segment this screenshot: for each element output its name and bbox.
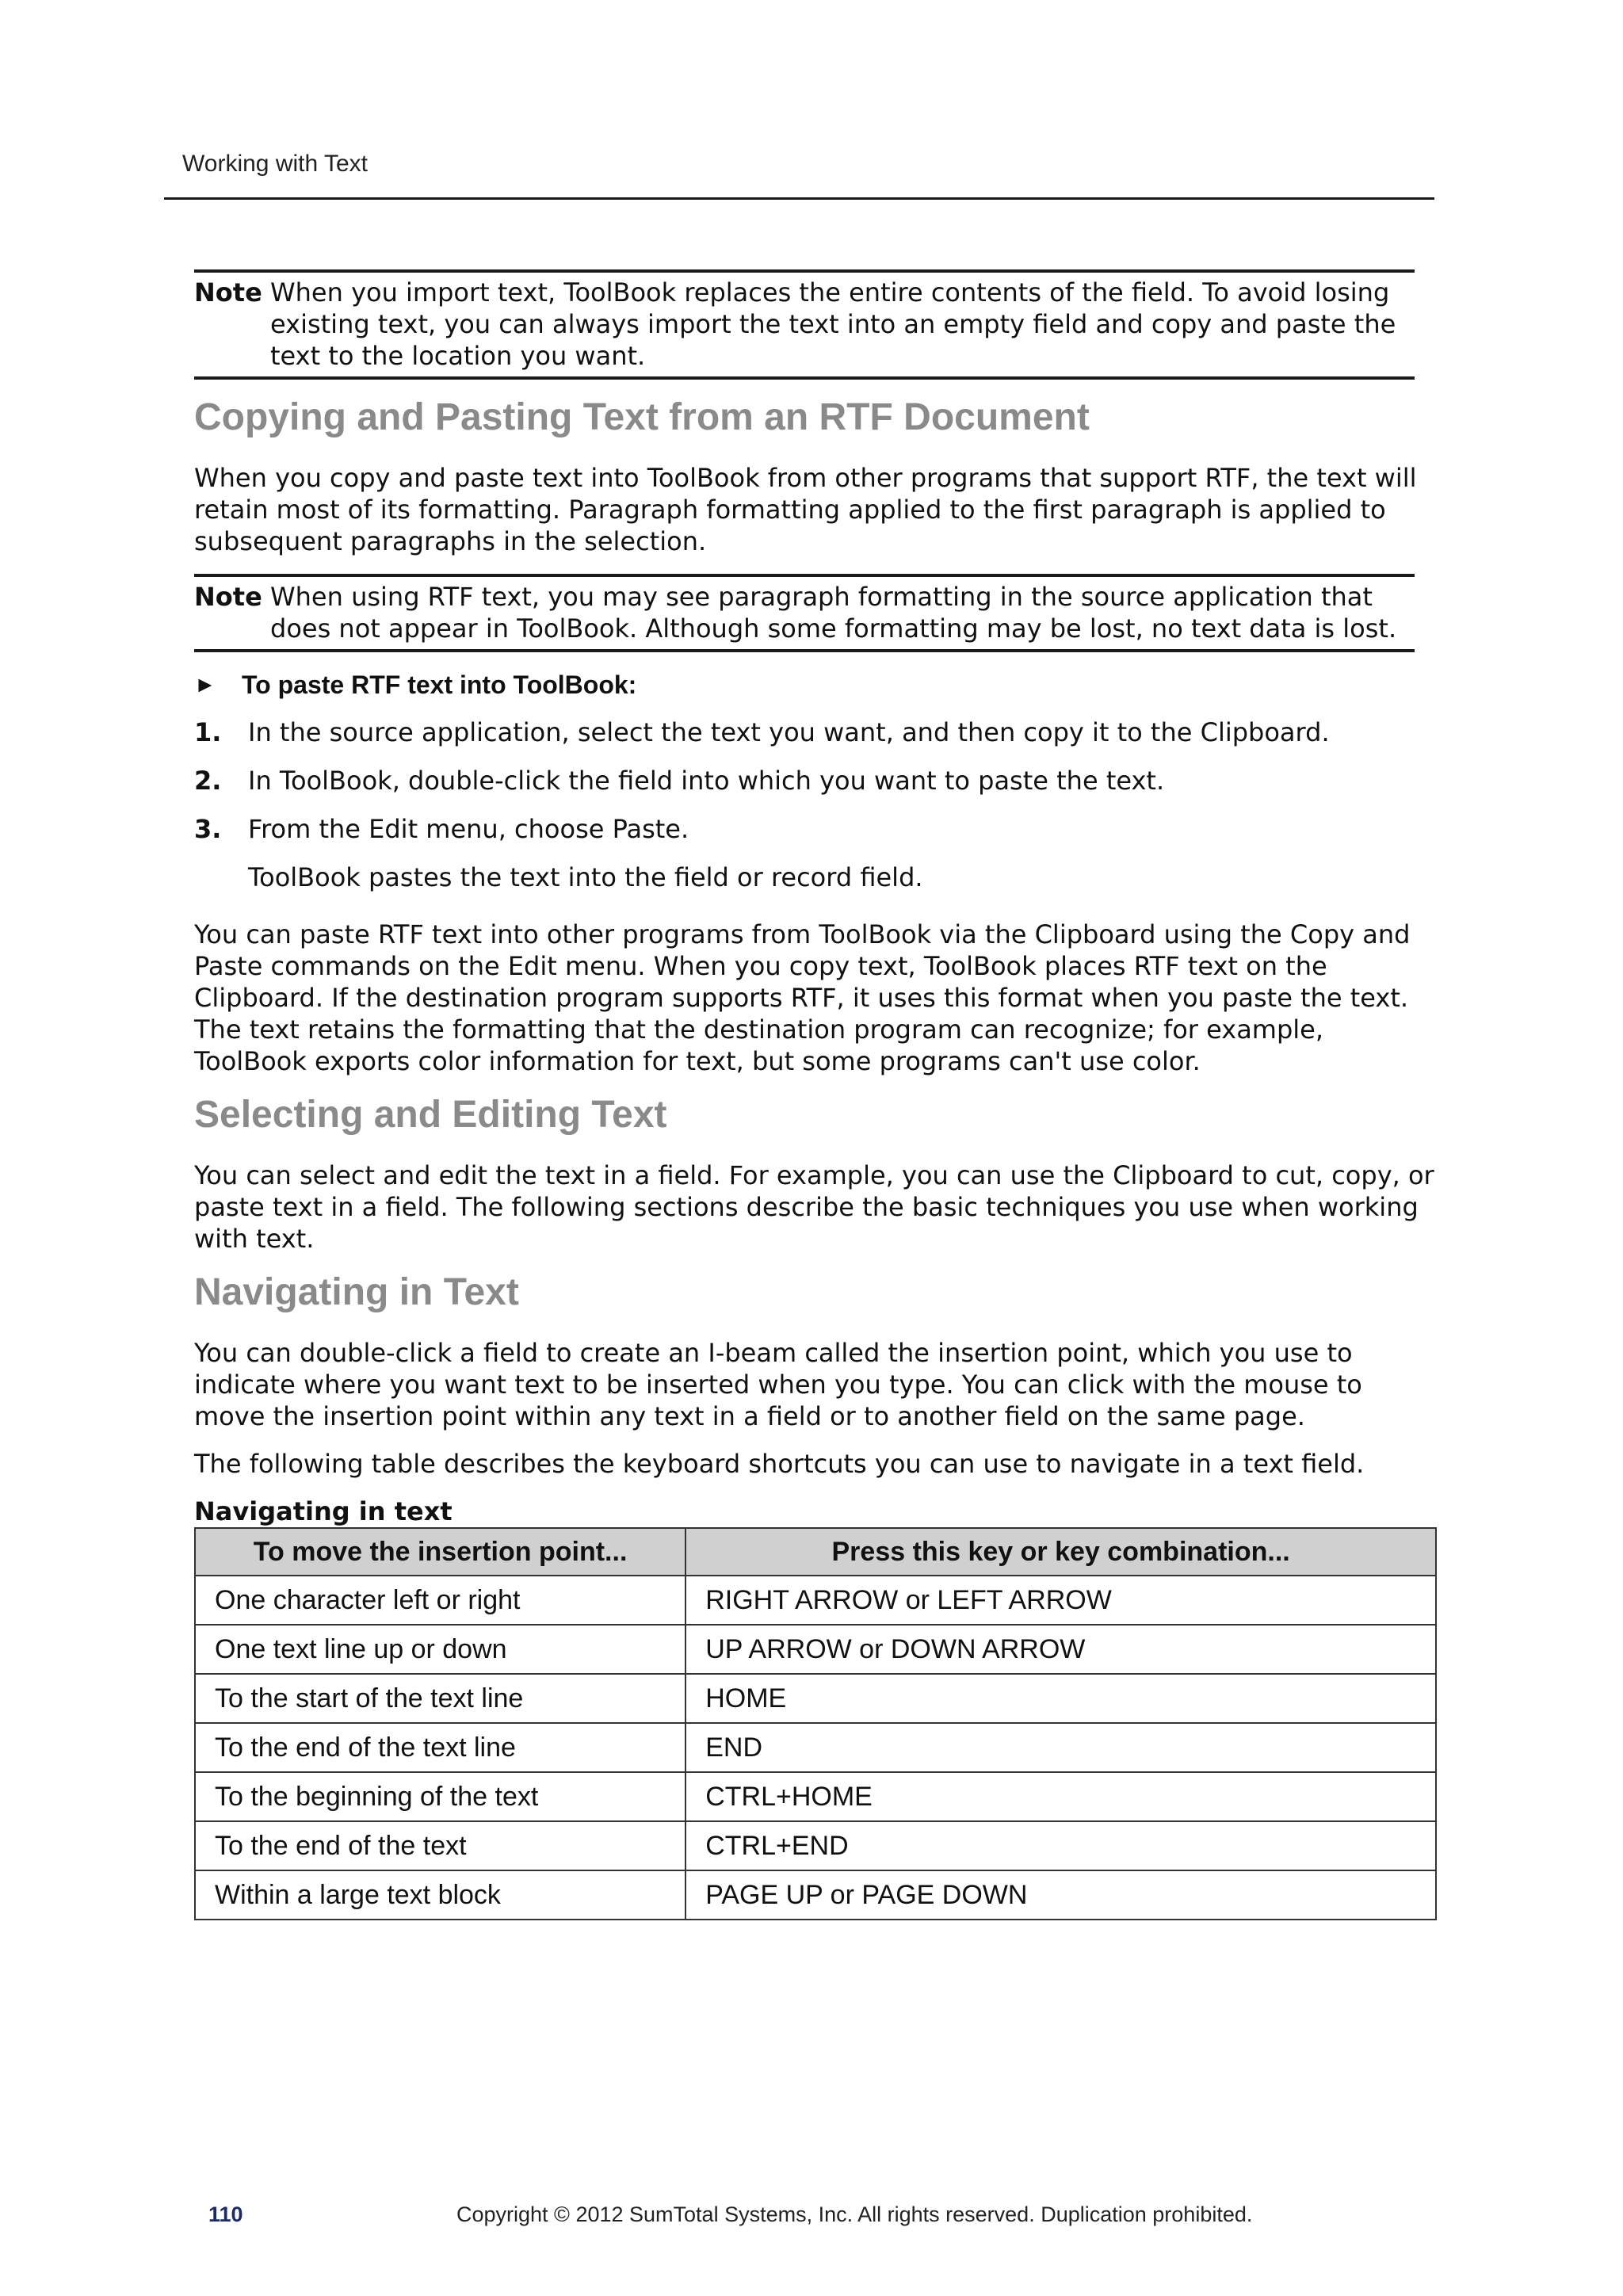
note-rtf	[194, 574, 1415, 652]
table-cell: PAGE UP or PAGE DOWN	[685, 1870, 1436, 1920]
table-row	[195, 1772, 1436, 1821]
heading-copying-pasting-rtf: Copying and Pasting Text from an RTF Document	[194, 396, 1090, 438]
paragraph-rtf-export: You can paste RTF text into other programs from ToolBook via the Clipboard using the Copy and Paste commands on the Edit menu. When you copy text, ToolBook places RTF text on the Clipboard. If the destination program supports RTF, it uses this format when you paste the text. The text retains the formatting that the destination program can recognize; for example, ToolBook exports color information for text, but some programs can't use color.	[194, 919, 1411, 1076]
step-text: In the source application, select the text you want, and then copy it to the Clipboard.	[248, 717, 1330, 747]
step-item	[194, 813, 1434, 845]
running-head: Working with Text	[182, 151, 368, 177]
note-text: When using RTF text, you may see paragraph formatting in the source application that does not appear in ToolBook. Although some formatting may be lost, no text data is lost.	[270, 582, 1397, 644]
paragraph-selecting: You can select and edit the text in a field. For example, you can use the Clipboard to cut, copy, or paste text in a field. The following sections describe the basic techniques you use when working with text.	[194, 1160, 1434, 1254]
table-cell: CTRL+HOME	[685, 1772, 1436, 1821]
table-cell: RIGHT ARROW or LEFT ARROW	[685, 1576, 1436, 1625]
navigation-shortcuts-table	[194, 1527, 1437, 1920]
table-row	[195, 1723, 1436, 1772]
table-row	[195, 1821, 1436, 1870]
arrow-right-icon: ►	[194, 672, 216, 697]
table-cell: UP ARROW or DOWN ARROW	[685, 1625, 1436, 1674]
header-rule	[164, 197, 1434, 200]
procedure-steps	[194, 716, 1434, 845]
table-row	[195, 1870, 1436, 1920]
step-text: From the Edit menu, choose Paste.	[248, 814, 689, 844]
step-item	[194, 716, 1434, 748]
paragraph-navigating: You can double-click a field to create an I-beam called the insertion point, which you use to indicate where you want text to be inserted when you type. You can click with the mouse to move the insertion point within any text in a field or to another field on the same page.	[194, 1338, 1362, 1431]
table-cell: To the start of the text line	[195, 1674, 685, 1723]
note-label: Note	[194, 582, 262, 612]
heading-selecting-editing: Selecting and Editing Text	[194, 1094, 667, 1136]
page-content	[194, 269, 1434, 1920]
table-row	[195, 1625, 1436, 1674]
heading-navigating: Navigating in Text	[194, 1271, 519, 1313]
paragraph-rtf-intro: When you copy and paste text into ToolBook from other programs that support RTF, the text will retain most of its formatting. Paragraph formatting applied to the first paragraph is applied to subsequent paragraphs in the selection.	[194, 463, 1417, 556]
column-header: Press this key or key combination...	[685, 1528, 1436, 1576]
table-row	[195, 1576, 1436, 1625]
paragraph-table-intro: The following table describes the keyboard shortcuts you can use to navigate in a text field.	[194, 1449, 1365, 1479]
table-caption: Navigating in text	[194, 1496, 453, 1526]
step-number: 1.	[194, 717, 222, 747]
table-cell: One character left or right	[195, 1576, 685, 1625]
procedure-title-text: To paste RTF text into ToolBook:	[242, 670, 637, 699]
table-cell: To the beginning of the text	[195, 1772, 685, 1821]
table-cell: END	[685, 1723, 1436, 1772]
note-label: Note	[194, 277, 262, 308]
table-cell: Within a large text block	[195, 1870, 685, 1920]
step-number: 2.	[194, 766, 222, 796]
step-number: 3.	[194, 814, 222, 844]
note-text: When you import text, ToolBook replaces the entire contents of the field. To avoid losing existing text, you can always import the text into an empty field and copy and paste the text to the location you want.	[270, 277, 1396, 371]
step-item	[194, 765, 1434, 797]
table-row	[195, 1674, 1436, 1723]
procedure-title	[194, 669, 1434, 701]
table-cell: To the end of the text line	[195, 1723, 685, 1772]
page-number: 110	[208, 2202, 243, 2226]
table-header-row	[195, 1528, 1436, 1576]
table-cell: One text line up or down	[195, 1625, 685, 1674]
table-cell: CTRL+END	[685, 1821, 1436, 1870]
step-text: In ToolBook, double-click the field into which you want to paste the text.	[248, 766, 1165, 796]
note-import	[194, 269, 1415, 380]
footer-copyright: Copyright © 2012 SumTotal Systems, Inc. All rights reserved. Duplication prohibited.	[456, 2202, 1253, 2226]
table-cell: HOME	[685, 1674, 1436, 1723]
table-cell: To the end of the text	[195, 1821, 685, 1870]
step-result: ToolBook pastes the text into the field or record field.	[248, 862, 923, 892]
column-header: To move the insertion point...	[195, 1528, 685, 1576]
